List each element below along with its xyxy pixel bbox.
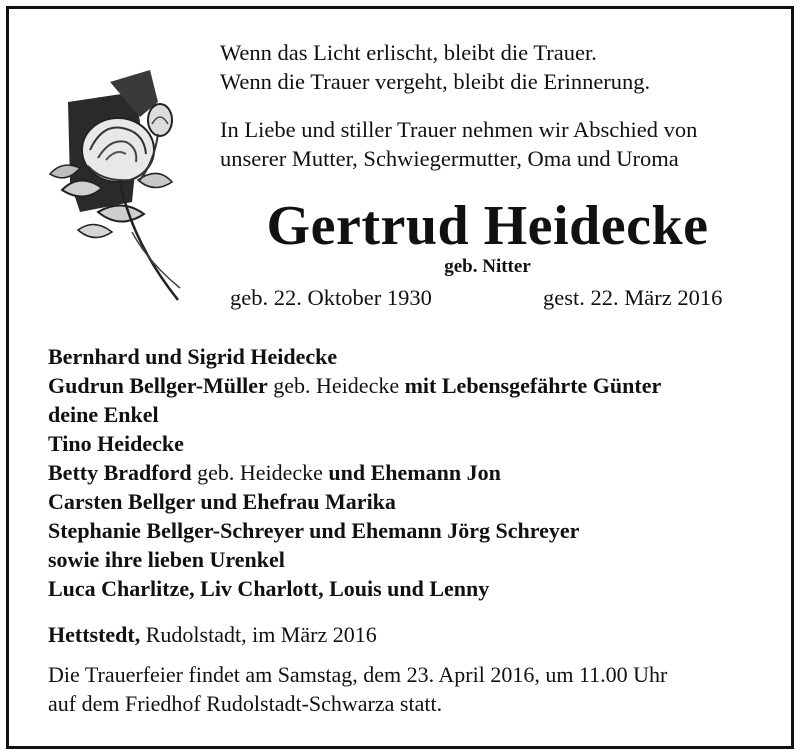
deceased-name: Gertrud Heidecke — [266, 195, 709, 257]
place-date — [48, 620, 377, 649]
death-date: gest. 22. März 2016 — [543, 285, 723, 310]
intro-text — [220, 115, 697, 173]
mourner-partner: und Ehemann Jon — [328, 460, 501, 485]
mourner-heading: sowie ihre lieben Urenkel — [48, 547, 285, 572]
mourner-line — [48, 342, 661, 371]
mourner-name: Tino Heidecke — [48, 431, 184, 456]
motto-line-2: Wenn die Trauer vergeht, bleibt die Erinnerung. — [220, 69, 651, 94]
service-info — [48, 660, 667, 718]
mourner-line — [48, 371, 661, 400]
mourners-list — [48, 342, 661, 603]
mourner-maiden: geb. Heidecke — [267, 373, 405, 398]
mourner-name: Gudrun Bellger-Müller — [48, 373, 268, 398]
maiden-name: geb. Nitter — [444, 256, 531, 277]
birth-date: geb. 22. Oktober 1930 — [230, 285, 432, 310]
place-rest: Rudolstadt, im März 2016 — [140, 622, 377, 647]
place-town: Hettstedt, — [48, 622, 141, 647]
mourner-partner: mit Lebensgefährte Günter — [404, 373, 662, 398]
mourner-line — [48, 545, 661, 574]
motto-line-1: Wenn das Licht erlischt, bleibt die Trauer. — [220, 40, 597, 65]
mourner-line — [48, 429, 661, 458]
intro-line-1: In Liebe und stiller Trauer nehmen wir Abschied von — [220, 117, 698, 142]
mourner-name: Betty Bradford — [48, 460, 192, 485]
mourner-line — [48, 487, 661, 516]
motto — [220, 38, 650, 96]
mourner-line — [48, 516, 661, 545]
mourner-name: Bernhard und Sigrid Heidecke — [48, 344, 338, 369]
service-line-1: Die Trauerfeier findet am Samstag, dem 23. April 2016, um 11.00 Uhr — [48, 662, 668, 687]
intro-line-2: unserer Mutter, Schwiegermutter, Oma und Uroma — [220, 146, 679, 171]
mourner-maiden: geb. Heidecke — [191, 460, 329, 485]
mourner-line — [48, 400, 661, 429]
mourner-line — [48, 458, 661, 487]
mourner-heading: deine Enkel — [48, 402, 159, 427]
mourner-line — [48, 574, 661, 603]
service-line-2: auf dem Friedhof Rudolstadt-Schwarza statt. — [48, 691, 443, 716]
mourner-name: Luca Charlitze, Liv Charlott, Louis und Lenny — [48, 576, 490, 601]
mourner-name: Stephanie Bellger-Schreyer und Ehemann Jörg Schreyer — [48, 518, 580, 543]
mourner-name: Carsten Bellger und Ehefrau Marika — [48, 489, 396, 514]
